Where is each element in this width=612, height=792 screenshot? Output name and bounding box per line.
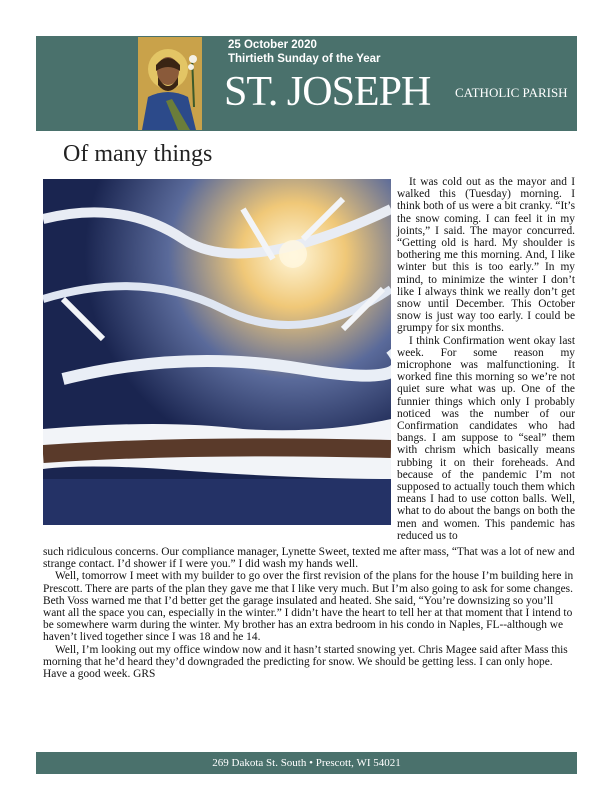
paragraph: Well, I’m looking out my office window now and it hasn’t started snowing yet. Chris Magee said after Mass this morning that he’d heard they’d downgraded the predicting for snow. We should be getting less. I can only hope. Have a good week. GRS bbox=[43, 643, 568, 681]
liturgical-sunday: Thirtieth Sunday of the Year bbox=[228, 53, 381, 65]
bulletin-date-block bbox=[228, 38, 381, 66]
parish-subtitle: CATHOLIC PARISH bbox=[455, 85, 568, 100]
article-full-width-text bbox=[43, 546, 575, 680]
paragraph: It was cold out as the mayor and I walked this (Tuesday) morning. I think both of us were a bit cranky. “It’s the snow coming. I can feel it in my joints,” I said. The mayor concurred. “Getting old is hard. My shoulder is bothering me this morning. And, I like winter but this is too early.” In my mind, to minimize the winter I don’t like I always think we really don’t get snow until December. This October snow is just way too early. I could be grumpy for six months. bbox=[397, 176, 575, 335]
article-title: Of many things bbox=[63, 141, 213, 167]
paragraph: I think Confirmation went okay last week. For some reason my microphone was malfunctioning. It worked fine this morning so we’re not quiet sure what was up. One of the funnier things which only I probably noticed was the number of our Confirmation candidates who had bangs. I am suppose to “seal” them with chrism which basically means rubbing it on their foreheads. And because of the pandemic I’m not supposed to actually touch them which means I had to use cotton balls. Well, what to do about the bangs on both the men and women. This pandemic has reduced us to bbox=[397, 334, 575, 542]
footer-address: 269 Dakota St. South • Prescott, WI 54021 bbox=[36, 752, 577, 774]
snowy-pine-branches-photo bbox=[43, 179, 391, 525]
parish-name: ST. JOSEPH bbox=[224, 69, 431, 115]
article-column-text bbox=[397, 176, 575, 542]
st-joseph-icon-image bbox=[138, 37, 202, 130]
paragraph-continued: such ridiculous concerns. Our compliance manager, Lynette Sweet, texted me after mass, “That was a lot of new and strange contact. I’d shower if I were you.” I did wash my hands well. bbox=[43, 546, 575, 571]
paragraph: Well, tomorrow I meet with my builder to go over the first revision of the plans for the house I’m building here in Prescott. There are parts of the plan they gave me that I like very much. But I’m also going to ask for some changes. Beth Voss warned me that I’d better get the garage insulated and heated. She said, “You’re downsizing so you’ll want all the space you can, especially in the winter.” I didn’t have the heart to tell her at that moment that I intend to be somewhere warm during the winter. My brother has an extra bedroom in his condo in Naples, FL--although we haven’t lived together since I was 18 and he 14. bbox=[43, 570, 574, 644]
bulletin-date: 25 October 2020 bbox=[228, 39, 317, 51]
